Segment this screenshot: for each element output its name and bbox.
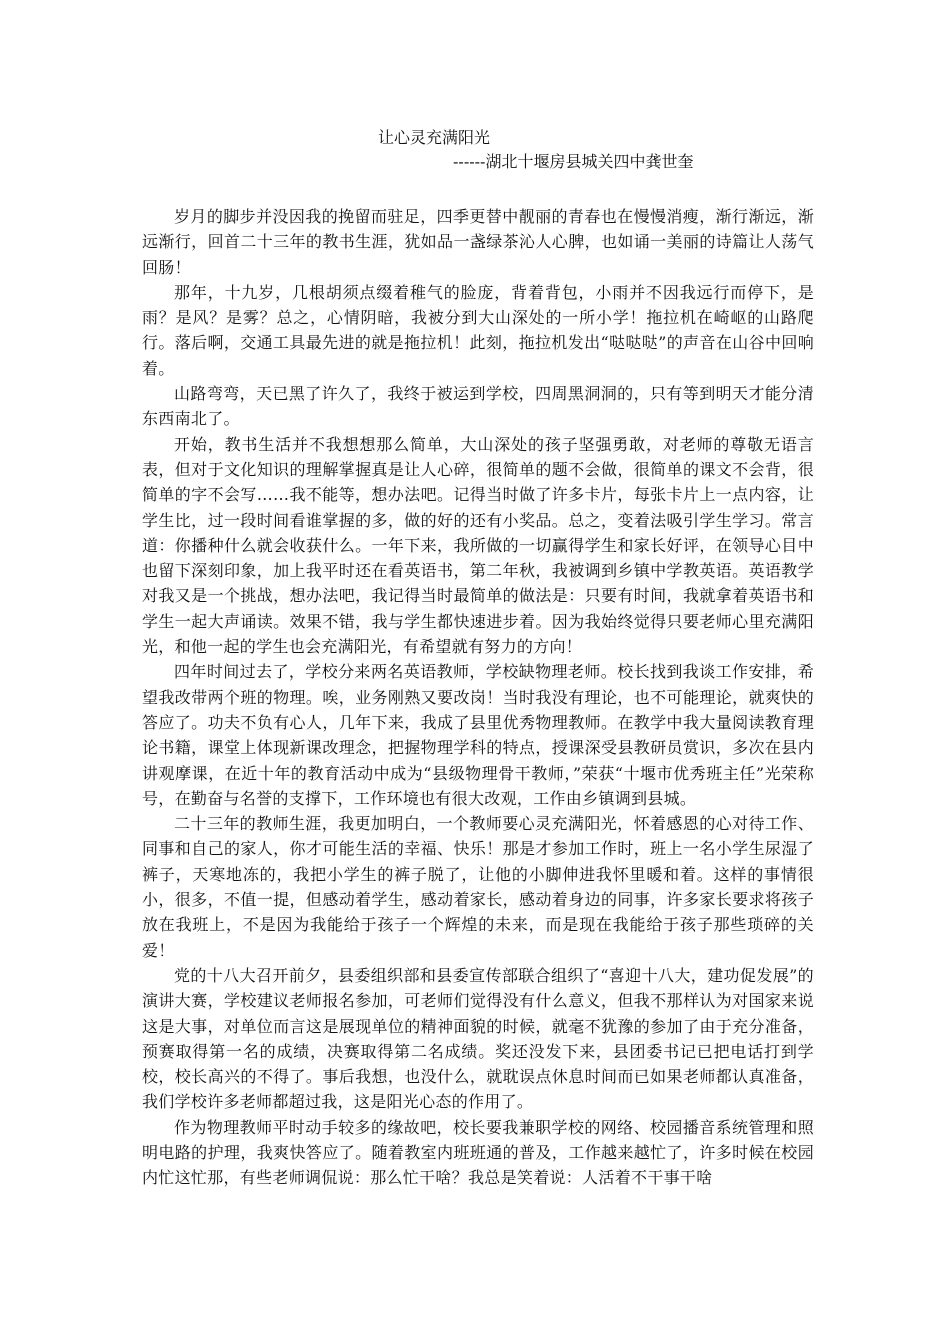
paragraph: 作为物理教师平时动手较多的缘故吧，校长要我兼职学校的网络、校园播音系统管理和照明电路的护理，我爽快答应了。随着教室内班班通的普及，工作越来越忙了，许多时候在校园内忙这忙那，有些老师调侃说：那么忙干啥？我总是笑着说：人活着不干事干啥	[142, 1117, 814, 1188]
paragraph: 二十三年的教师生涯，我更加明白，一个教师要心灵充满阳光，怀着感恩的心对待工作、同事和自己的家人，你才可能生活的幸福、快乐！那是才参加工作时，班上一名小学生尿湿了裤子，天寒地冻的，我把小学生的裤子脱了，让他的小脚伸进我怀里暖和着。这样的事情很小，很多，不值一提，但感动着学生，感动着家长，感动着身边的同事，许多家长要求将孩子放在我班上，不是因为我能给于孩子一个辉煌的未来，而是现在我能给于孩子那些琐碎的关爱！	[142, 814, 814, 960]
paragraph: 四年时间过去了，学校分来两名英语教师，学校缺物理老师。校长找到我谈工作安排，希望我改带两个班的物理。唉，业务刚熟又要改岗！当时我没有理论，也不可能理论，就爽快的答应了。功夫不负有心人，几年下来，我成了县里优秀物理教师。在教学中我大量阅读教育理论书籍，课堂上体现新课改理念，把握物理学科的特点，授课深受县教研员赏识，多次在县内讲观摩课，在近十年的教育活动中成为“县级物理骨干教师，”荣获“十堰市优秀班主任”光荣称号，在勤奋与名誉的支撑下，工作环境也有很大改观，工作由乡镇调到县城。	[142, 662, 814, 808]
paragraph: 岁月的脚步并没因我的挽留而驻足，四季更替中靓丽的青春也在慢慢消瘦，渐行渐远，渐远渐行，回首二十三年的教书生涯，犹如品一盏绿茶沁人心脾，也如诵一美丽的诗篇让人荡气回肠！	[142, 207, 814, 277]
document-title: 让心灵充满阳光	[378, 128, 491, 147]
paragraph: 那年，十九岁，几根胡须点缀着稚气的脸庞，背着背包，小雨并不因我远行而停下，是雨？是风？是雾？总之，心情阴暗，我被分到大山深处的一所小学！拖拉机在崎岖的山路爬行。落后啊，交通工具最先进的就是拖拉机！此刻，拖拉机发出“哒哒哒”的声音在山谷中回响着。	[142, 282, 814, 378]
paragraph: 山路弯弯，天已黑了许久了，我终于被运到学校，四周黑洞洞的，只有等到明天才能分清东西南北了。	[142, 384, 814, 429]
author-byline: ------湖北十堰房县城关四中龚世奎	[453, 152, 694, 171]
paragraph: 开始，教书生活并不我想想那么简单，大山深处的孩子坚强勇敢，对老师的尊敬无语言表，但对于文化知识的理解掌握真是让人心碎，很简单的题不会做，很简单的课文不会背，很简单的字不会写……我不能等，想办法吧。记得当时做了许多卡片，每张卡片上一点内容，让学生比，过一段时间看谁掌握的多，做的好的还有小奖品。总之，变着法吸引学生学习。常言道：你播种什么就会收获什么。一年下来，我所做的一切赢得学生和家长好评，在领导心目中也留下深刻印象，加上我平时还在看英语书，第二年秋，我被调到乡镇中学教英语。英语教学对我又是一个挑战，想办法吧，我记得当时最简单的做法是：只要有时间，我就拿着英语书和学生一起大声诵读。效果不错，我与学生都快速进步着。因为我始终觉得只要老师心里充满阳光，和他一起的学生也会充满阳光，有希望就有努力的方向！	[142, 434, 814, 657]
document-body	[142, 204, 814, 1191]
paragraph: 党的十八大召开前夕，县委组织部和县委宣传部联合组织了“喜迎十八大，建功促发展”的演讲大赛，学校建议老师报名参加，可老师们觉得没有什么意义，但我不那样认为对国家来说这是大事，对单位而言这是展现单位的精神面貌的时候，就毫不犹豫的参加了由于充分准备，预赛取得第一名的成绩，决赛取得第二名成绩。奖还没发下来，县团委书记已把电话打到学校，校长高兴的不得了。事后我想，也没什么，就耽误点休息时间而已如果老师都认真准备，我们学校许多老师都超过我，这是阳光心态的作用了。	[142, 965, 814, 1112]
